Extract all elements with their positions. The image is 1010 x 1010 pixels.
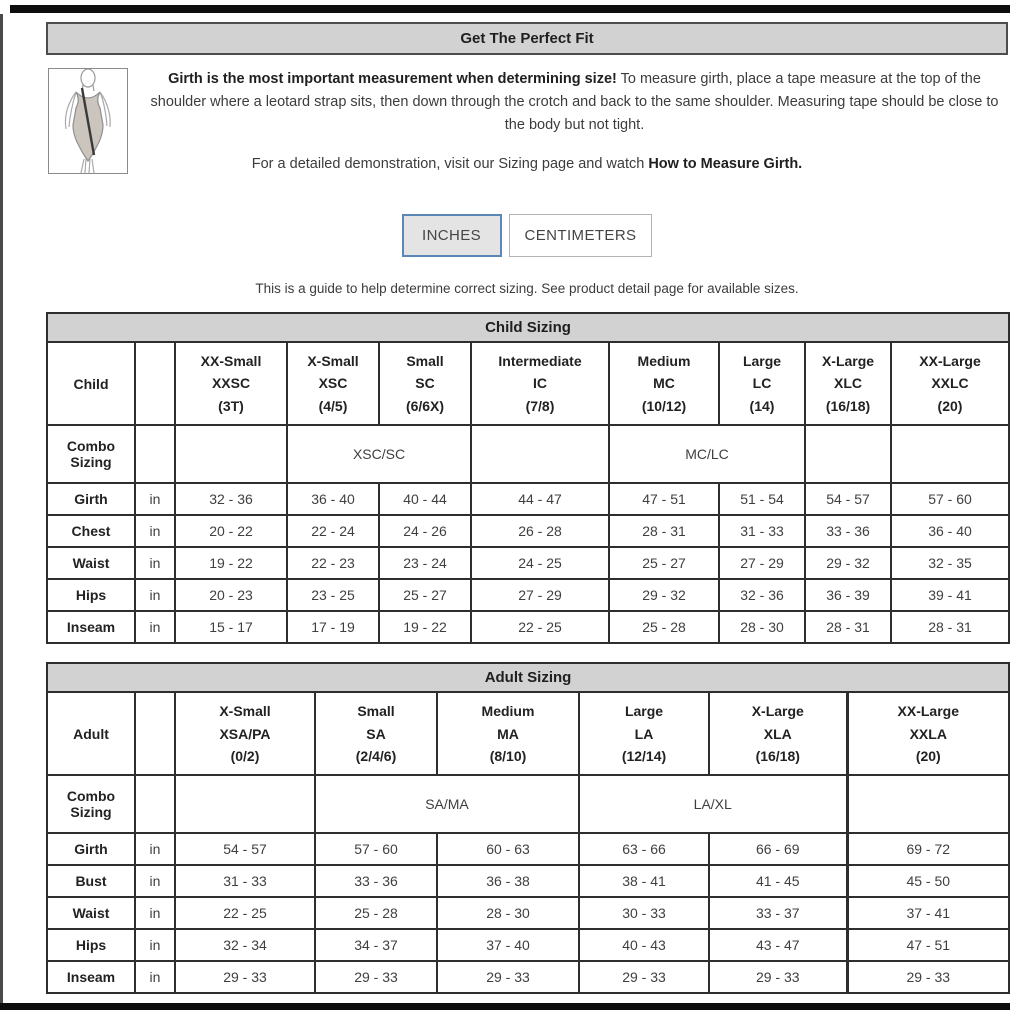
child-col-intermediate: [471, 342, 609, 425]
size-range: (16/18): [755, 747, 800, 764]
size-value: 32 - 36: [175, 483, 287, 515]
size-value: 22 - 25: [175, 897, 315, 929]
size-value: 54 - 57: [805, 483, 891, 515]
combo-empty-cell: [471, 425, 609, 483]
size-range: (10/12): [641, 397, 687, 414]
table-row-hips: [47, 929, 1009, 961]
size-value: 57 - 60: [315, 833, 437, 865]
girth-instructions-body: To measure girth, place a tape measure at the top of the shoulder where a leotard strap sits, then down through the crotch and back to the same shoulder. Measuring tape should be close to the body but not tight.: [150, 71, 999, 134]
child-col-xxsmall: [175, 342, 287, 425]
combo-sa-ma: SA/MA: [315, 775, 579, 833]
size-value: 44 - 47: [471, 483, 609, 515]
size-code: XXSC: [211, 375, 251, 392]
combo-empty-cell: [175, 425, 287, 483]
size-value: 29 - 33: [709, 961, 847, 993]
adult-sizing-table: [46, 662, 1010, 994]
size-value: 15 - 17: [175, 611, 287, 643]
adult-col-xlarge: [709, 692, 847, 775]
size-name: X-Large: [821, 353, 875, 369]
unit-cell: in: [135, 929, 175, 961]
unit-toggle: [46, 214, 1008, 257]
combo-mc-lc: MC/LC: [609, 425, 805, 483]
size-code: MC: [653, 375, 675, 392]
size-value: 32 - 34: [175, 929, 315, 961]
size-name: Small: [357, 703, 395, 720]
child-table-title: Child Sizing: [47, 313, 1009, 342]
unit-cell: in: [135, 961, 175, 993]
row-label: Bust: [47, 865, 135, 897]
child-table-title-row: [47, 313, 1009, 342]
adult-col-xxlarge: [847, 692, 1009, 775]
combo-empty-cell: [175, 775, 315, 833]
size-value: 43 - 47: [709, 929, 847, 961]
size-value: 29 - 33: [847, 961, 1009, 993]
size-value: 25 - 27: [379, 579, 471, 611]
child-sizing-table: [46, 312, 1010, 644]
child-col-large: [719, 342, 805, 425]
size-value: 40 - 44: [379, 483, 471, 515]
size-value: 28 - 31: [805, 611, 891, 643]
size-value: 41 - 45: [709, 865, 847, 897]
child-col-small: [379, 342, 471, 425]
girth-instructions: [141, 68, 1008, 138]
row-label: Girth: [47, 833, 135, 865]
row-label: Hips: [47, 929, 135, 961]
size-value: 32 - 36: [719, 579, 805, 611]
size-name: X-Small: [219, 703, 271, 720]
size-code: XSA/PA: [219, 725, 271, 742]
size-value: 25 - 28: [315, 897, 437, 929]
size-value: 19 - 22: [379, 611, 471, 643]
table-row-inseam: [47, 961, 1009, 993]
size-code: IC: [533, 375, 547, 392]
centimeters-button[interactable]: CENTIMETERS: [509, 214, 653, 257]
size-value: 29 - 33: [437, 961, 579, 993]
size-name: Large: [624, 703, 664, 720]
size-value: 27 - 29: [719, 547, 805, 579]
child-col-medium: [609, 342, 719, 425]
size-code: SA: [366, 725, 386, 742]
size-value: 28 - 31: [891, 611, 1009, 643]
row-label: Inseam: [47, 961, 135, 993]
unit-cell: in: [135, 515, 175, 547]
size-value: 24 - 25: [471, 547, 609, 579]
size-value: 22 - 25: [471, 611, 609, 643]
unit-cell: in: [135, 833, 175, 865]
combo-row-header: Combo Sizing: [47, 775, 135, 833]
demo-note-bold: How to Measure Girth.: [648, 155, 803, 172]
intro-section: [46, 68, 1008, 180]
table-row-waist: [47, 547, 1009, 579]
frame-bottom-edge: [0, 1003, 1010, 1010]
size-value: 69 - 72: [847, 833, 1009, 865]
adult-col-large: [579, 692, 709, 775]
size-value: 20 - 23: [175, 579, 287, 611]
size-value: 28 - 30: [719, 611, 805, 643]
size-name: Large: [742, 353, 782, 369]
leotard-figure-icon: [49, 69, 127, 173]
combo-unit-cell: [135, 775, 175, 833]
row-label: Girth: [47, 483, 135, 515]
size-value: 51 - 54: [719, 483, 805, 515]
frame-left-edge: [0, 14, 3, 1010]
size-value: 33 - 36: [805, 515, 891, 547]
size-value: 34 - 37: [315, 929, 437, 961]
row-label: Inseam: [47, 611, 135, 643]
row-label: Waist: [47, 547, 135, 579]
unit-cell: in: [135, 547, 175, 579]
size-value: 63 - 66: [579, 833, 709, 865]
combo-empty-cell: [891, 425, 1009, 483]
size-name: XX-Large: [897, 703, 959, 720]
adult-col-xsmall: [175, 692, 315, 775]
table-row-chest: [47, 515, 1009, 547]
size-code: LC: [752, 375, 772, 392]
size-code: XXLC: [931, 375, 969, 392]
size-value: 33 - 36: [315, 865, 437, 897]
unit-header-cell: [135, 692, 175, 775]
adult-row-header: Adult: [47, 692, 135, 775]
size-name: Medium: [637, 353, 691, 369]
size-value: 29 - 32: [805, 547, 891, 579]
size-value: 25 - 28: [609, 611, 719, 643]
size-code: XSC: [318, 375, 348, 392]
adult-table-title-row: [47, 663, 1009, 692]
size-code: XLA: [763, 725, 792, 742]
unit-cell: in: [135, 865, 175, 897]
size-value: 20 - 22: [175, 515, 287, 547]
size-range: (8/10): [489, 747, 527, 764]
size-code: XLC: [834, 375, 862, 392]
size-range: (16/18): [825, 397, 871, 414]
unit-cell: in: [135, 483, 175, 515]
sizing-guide-page: [46, 22, 1008, 994]
child-col-xsmall: [287, 342, 379, 425]
unit-cell: in: [135, 611, 175, 643]
adult-combo-row: [47, 775, 1009, 833]
girth-instructions-lead: Girth is the most important measurement when determining size!: [168, 71, 617, 87]
size-value: 23 - 24: [379, 547, 471, 579]
size-value: 29 - 33: [175, 961, 315, 993]
child-col-xxlarge: [891, 342, 1009, 425]
size-range: (14): [749, 397, 775, 414]
table-row-girth: [47, 833, 1009, 865]
size-value: 36 - 40: [287, 483, 379, 515]
size-name: XX-Small: [200, 353, 262, 369]
size-value: 39 - 41: [891, 579, 1009, 611]
table-row-bust: [47, 865, 1009, 897]
size-value: 54 - 57: [175, 833, 315, 865]
table-row-waist: [47, 897, 1009, 929]
adult-col-medium: [437, 692, 579, 775]
size-value: 37 - 41: [847, 897, 1009, 929]
size-value: 31 - 33: [175, 865, 315, 897]
size-value: 17 - 19: [287, 611, 379, 643]
size-value: 19 - 22: [175, 547, 287, 579]
size-value: 45 - 50: [847, 865, 1009, 897]
combo-la-xl: LA/XL: [579, 775, 847, 833]
size-name: X-Small: [307, 353, 359, 369]
combo-empty-cell: [847, 775, 1009, 833]
size-value: 60 - 63: [437, 833, 579, 865]
size-value: 47 - 51: [847, 929, 1009, 961]
row-label: Hips: [47, 579, 135, 611]
size-range: (3T): [218, 397, 244, 414]
size-value: 28 - 31: [609, 515, 719, 547]
size-value: 36 - 38: [437, 865, 579, 897]
size-value: 32 - 35: [891, 547, 1009, 579]
table-row-hips: [47, 579, 1009, 611]
combo-row-header: Combo Sizing: [47, 425, 135, 483]
row-label: Waist: [47, 897, 135, 929]
size-value: 30 - 33: [579, 897, 709, 929]
size-value: 23 - 25: [287, 579, 379, 611]
adult-col-small: [315, 692, 437, 775]
size-name: Intermediate: [498, 353, 582, 369]
size-value: 33 - 37: [709, 897, 847, 929]
child-header-row: [47, 342, 1009, 425]
size-range: (2/4/6): [355, 747, 397, 764]
size-value: 29 - 33: [579, 961, 709, 993]
size-range: (20): [915, 747, 941, 764]
table-row-inseam: [47, 611, 1009, 643]
size-value: 40 - 43: [579, 929, 709, 961]
size-code: XXLA: [909, 725, 947, 742]
size-value: 29 - 32: [609, 579, 719, 611]
adult-table-title: Adult Sizing: [47, 663, 1009, 692]
unit-header-cell: [135, 342, 175, 425]
size-value: 38 - 41: [579, 865, 709, 897]
size-code: LA: [634, 725, 654, 742]
size-name: XX-Large: [919, 353, 981, 369]
size-value: 27 - 29: [471, 579, 609, 611]
unit-cell: in: [135, 579, 175, 611]
size-range: (0/2): [230, 747, 260, 764]
size-value: 57 - 60: [891, 483, 1009, 515]
demo-note-text: For a detailed demonstration, visit our Sizing page and watch: [251, 155, 645, 172]
demo-note: [46, 156, 1008, 172]
row-label: Chest: [47, 515, 135, 547]
size-value: 37 - 40: [437, 929, 579, 961]
size-range: (20): [937, 397, 963, 414]
combo-empty-cell: [805, 425, 891, 483]
inches-button[interactable]: INCHES: [402, 214, 502, 257]
size-range: (7/8): [525, 397, 555, 414]
size-value: 66 - 69: [709, 833, 847, 865]
combo-unit-cell: [135, 425, 175, 483]
frame-top-edge: [10, 5, 1010, 13]
size-value: 31 - 33: [719, 515, 805, 547]
size-value: 36 - 39: [805, 579, 891, 611]
table-row-girth: [47, 483, 1009, 515]
child-row-header: Child: [47, 342, 135, 425]
guide-note: This is a guide to help determine correct sizing. See product detail page for available sizes.: [255, 281, 799, 296]
unit-cell: in: [135, 897, 175, 929]
size-value: 36 - 40: [891, 515, 1009, 547]
size-name: Medium: [481, 703, 535, 720]
size-value: 28 - 30: [437, 897, 579, 929]
size-range: (4/5): [318, 397, 348, 414]
size-name: X-Large: [751, 703, 804, 720]
size-value: 25 - 27: [609, 547, 719, 579]
size-value: 47 - 51: [609, 483, 719, 515]
page-title: Get The Perfect Fit: [46, 22, 1008, 55]
size-value: 22 - 24: [287, 515, 379, 547]
size-code: MA: [497, 725, 519, 742]
combo-xsc-sc: XSC/SC: [287, 425, 471, 483]
size-code: SC: [415, 375, 435, 392]
child-col-xlarge: [805, 342, 891, 425]
girth-diagram: [48, 68, 128, 174]
size-range: (6/6X): [405, 397, 445, 414]
size-value: 26 - 28: [471, 515, 609, 547]
size-range: (12/14): [621, 747, 667, 764]
adult-header-row: [47, 692, 1009, 775]
size-value: 24 - 26: [379, 515, 471, 547]
child-combo-row: [47, 425, 1009, 483]
size-value: 29 - 33: [315, 961, 437, 993]
size-name: Small: [406, 353, 444, 369]
size-value: 22 - 23: [287, 547, 379, 579]
